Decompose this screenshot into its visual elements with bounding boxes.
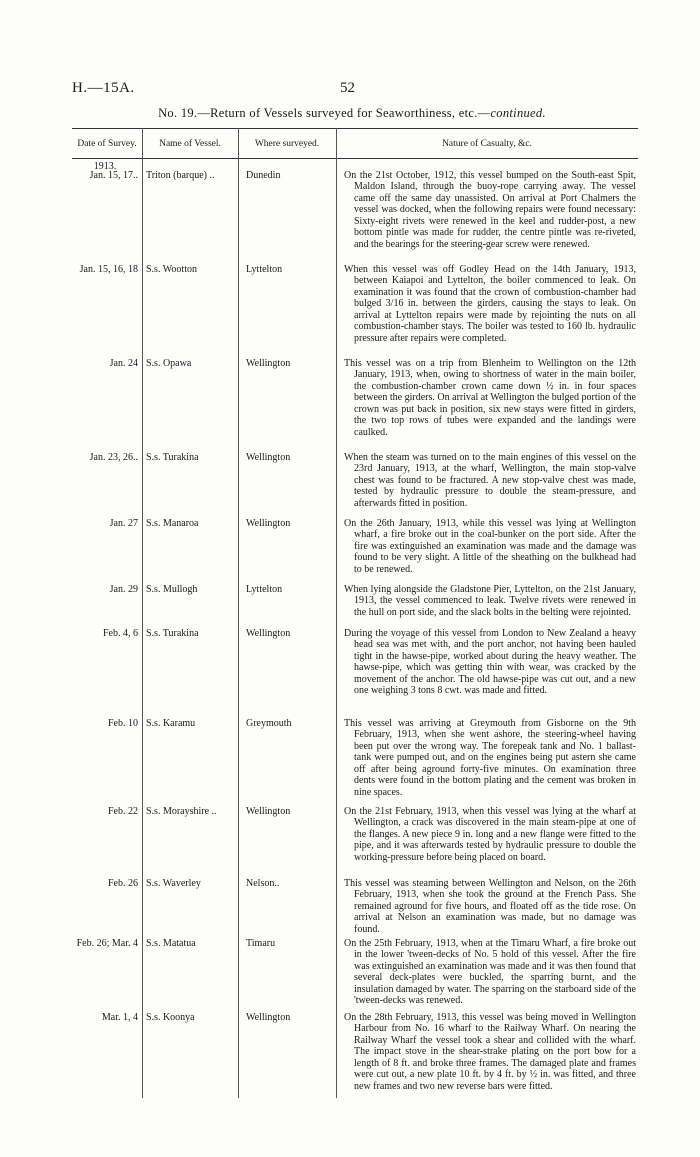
table-title-continued: continued. [490,106,546,120]
column-header-where: Where surveyed. [254,138,320,149]
where-cell: Lyttelton [246,264,283,275]
date-cell: Jan. 23, 26.. [89,452,138,463]
column-divider [142,128,143,1098]
nature-cell: On the 26th January, 1913, while this vessel was lying at Wellington wharf, a fire broke out in the coal-bunker on the port side. After the fire was extinguished an examination was made and the damage was found to be very slight. A little of the sheathing on the bulkhead had to be renewed. [344,518,636,575]
nature-cell: This vessel was on a trip from Blenheim to Wellington on the 12th January, 1913, when, owing to shortness of water in the main boiler, the combustion-chamber crown came down ½ in. in four spaces between the girders. On arrival at Wellington the bulged portion of the crown was put back in position, six new stays were fitted in girders, the two top rows of tubes were expanded and the landings were caulked. [344,358,636,438]
nature-cell: On the 25th February, 1913, when at the Timaru Wharf, a fire broke out in the lower 'tween-decks of No. 5 hold of this vessel. After the fire was extinguished an examination was made and it was then found that several deck-plates were buckled, the sparring burnt, and the insulation damaged by water. The sparring on the starboard side of the 'tween-decks was renewed. [344,938,636,1007]
nature-cell: This vessel was arriving at Greymouth from Gisborne on the 9th February, 1913, when she went ashore, the steering-wheel having been put over the wrong way. The forepeak tank and No. 1 ballast-tank were pumped out, and on the engines being put astern she came off after being aground forty-five minutes. On examination three dents were found in the bottom plating and the cement was broken in nine spaces. [344,718,636,798]
date-cell: Jan. 15, 17.. [89,170,138,181]
date-cell: Feb. 22 [108,806,138,817]
nature-cell: When the steam was turned on to the main engines of this vessel on the 23rd January, 1913, at the wharf, Wellington, the main stop-valve chest was found to be fractured. A new stop-valve chest was made, tested by hydraulic pressure to double the steam-pressure, and afterwards fitted in position. [344,452,636,509]
column-header-vessel: Name of Vessel. [159,138,221,149]
where-cell: Wellington [246,518,291,529]
table-header-rule [72,158,638,159]
vessel-cell: S.s. Koonya [146,1012,195,1023]
date-cell: Mar. 1, 4 [101,1012,138,1023]
where-cell: Lyttelton [246,584,283,595]
vessel-cell: Triton (barque) .. [146,170,215,181]
page-code: H.—15A. [72,80,135,96]
nature-cell: When this vessel was off Godley Head on the 14th January, 1913, between Kaiapoi and Lyttelton, the boiler commenced to leak. On examination it was found that the crown of combustion-chamber had bulged 3/16 in. between the girders, causing the stays to leak. On arrival at Lyttelton repairs were made by rejointing the nuts on all combustion-chamber stays. The boiler was tested to 160 lb. hydraulic pressure after repairs were completed. [344,264,636,344]
date-cell: Jan. 29 [109,584,138,595]
table-top-rule [72,128,638,129]
date-cell: Feb. 26; Mar. 4 [76,938,138,949]
where-cell: Wellington [246,358,291,369]
vessel-cell: S.s. Wootton [146,264,197,275]
date-cell: Feb. 10 [108,718,138,729]
date-cell: Feb. 4, 6 [103,628,138,639]
vessel-cell: S.s. Turakina [146,452,199,463]
vessel-cell: S.s. Karamu [146,718,196,729]
page-number: 52 [340,80,355,96]
nature-cell: During the voyage of this vessel from London to New Zealand a heavy head sea was met with, and the port anchor, not having been hauled tight in the hawse-pipe, worked about during the heavy weather. The hawse-pipe, which was getting thin with wear, was cracked by the movement of the anchor. The old hawse-pipe was cut out, and a new one weighing 3 tons 8 cwt. was made and fitted. [344,628,636,697]
vessel-cell: S.s. Turakina [146,628,199,639]
vessel-cell: S.s. Morayshire .. [146,806,217,817]
where-cell: Nelson.. [246,878,280,889]
date-cell: Jan. 15, 16, 18 [79,264,138,275]
year-label: 1913. [93,161,117,172]
where-cell: Wellington [246,806,291,817]
where-cell: Wellington [246,452,291,463]
table-title-main: No. 19.—Return of Vessels surveyed for Seaworthiness, etc.— [158,106,491,120]
where-cell: Timaru [246,938,276,949]
nature-cell: On the 28th February, 1913, this vessel was being moved in Wellington Harbour from No. 16 wharf to the Railway Wharf. On nearing the Railway Wharf the vessel took a shear and collided with the wharf. The impact stove in the shear-strake plating on the port bow for a length of 8 ft. and broke three frames. The damaged plate and frames were cut out, a new plate 10 ft. by 4 ft. by ½ in. was fitted, and three new frames and two new reverse bars were fitted. [344,1012,636,1092]
where-cell: Wellington [246,1012,291,1023]
vessel-cell: S.s. Waverley [146,878,201,889]
nature-cell: When lying alongside the Gladstone Pier, Lyttelton, on the 21st January, 1913, the vessel commenced to leak. Twelve rivets were renewed in the hull on port side, and the slack bolts in the belting were rejointed. [344,584,636,618]
vessel-cell: S.s. Opawa [146,358,192,369]
date-cell: Feb. 26 [108,878,138,889]
where-cell: Greymouth [246,718,292,729]
vessel-cell: S.s. Matatua [146,938,196,949]
column-divider [336,128,337,1098]
date-cell: Jan. 24 [109,358,138,369]
date-cell: Jan. 27 [109,518,138,529]
column-header-nature: Nature of Casualty, &c. [442,138,532,149]
page-header [72,80,632,100]
where-cell: Dunedin [246,170,281,181]
where-cell: Wellington [246,628,291,639]
survey-table [72,128,638,1098]
vessel-cell: S.s. Mullogh [146,584,198,595]
vessel-cell: S.s. Manaroa [146,518,199,529]
nature-cell: On the 21st February, 1913, when this vessel was lying at the wharf at Wellington, a crack was discovered in the main steam-pipe at one of the flanges. A new piece 9 in. long and a new flange were fitted to the pipe, and it was afterwards tested by hydraulic pressure to double the working-pressure before being placed on board. [344,806,636,863]
table-title [72,106,632,121]
column-divider [238,128,239,1098]
nature-cell: On the 21st October, 1912, this vessel bumped on the South-east Spit, Maldon Island, through the buoy-rope carrying away. The vessel came off the same day unassisted. On arrival at Port Chalmers the vessel was docked, when the following repairs were found necessary: Sixty-eight rivets were renewed in the keel and rudder-post, a new bottom pintle was made for rudder, the centre pintle was re-riveted, and the bearings for the steering-gear screw were renewed. [344,170,636,250]
nature-cell: This vessel was steaming between Wellington and Nelson, on the 26th February, 1913, when she took the ground at the French Pass. She remained aground for five hours, and floated off as the tide rose. On arrival at Nelson an examination was made, but no damage was found. [344,878,636,935]
column-header-date: Date of Survey. [77,138,137,149]
